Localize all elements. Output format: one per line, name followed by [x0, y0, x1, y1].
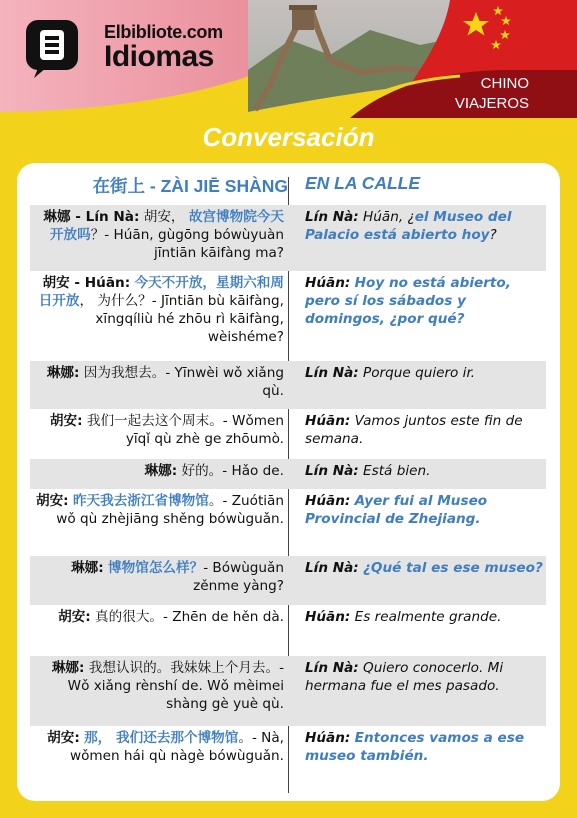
- speaker-label: 琳娜:: [144, 463, 178, 479]
- speaker-label: 琳娜:: [71, 560, 104, 576]
- dialogue-text: Está bien.: [358, 463, 431, 479]
- speaker-label: Húān:: [305, 609, 351, 625]
- dialogue-text: Es realmente grande.: [350, 609, 502, 625]
- chinese-line: [30, 364, 284, 400]
- dialogue-row: [30, 409, 546, 459]
- dialogue-text: 因为我想去。- Yīnwèi wǒ xiǎng qù.: [79, 365, 284, 399]
- highlighted-text: 昨天我去浙江省博物馆: [72, 493, 209, 509]
- chinese-line: [30, 412, 284, 448]
- spanish-line: [305, 208, 545, 244]
- speaker-label: 胡安:: [49, 413, 83, 429]
- dialogue-row: [30, 726, 546, 796]
- chinese-column-heading: 在街上 - ZÀI JIĒ SHÀNG: [92, 176, 288, 196]
- conversation-card: [17, 163, 560, 801]
- highlighted-text: 今天不开放，星期六和周日开放: [38, 275, 284, 309]
- spanish-line: [305, 364, 545, 382]
- highlighted-text: ¿Qué tal es ese museo?: [363, 560, 543, 576]
- dialogue-row: [30, 489, 546, 556]
- speaker-label: 胡安 - Húān:: [42, 275, 131, 291]
- spanish-line: [305, 462, 545, 480]
- spanish-line: [305, 659, 545, 695]
- chinese-line: [30, 559, 284, 595]
- language-tag: CHINO: [480, 75, 529, 92]
- highlighted-text: el Museo del Palacio está abierto hoy: [305, 209, 512, 243]
- highlighted-text: 故宫博物院今天开放吗: [49, 209, 284, 243]
- audience-tag: VIAJEROS: [454, 95, 529, 112]
- speaker-label: Húān:: [305, 413, 351, 429]
- spanish-line: [305, 729, 545, 765]
- highlighted-text: Hoy no está abierto, pero sí los sábados y domingos, ¿por qué?: [305, 275, 511, 327]
- brand-domain: Elbibliote.com: [104, 22, 223, 42]
- dialogue-text: Porque quiero ir.: [358, 365, 476, 381]
- dialogue-text: ?: [489, 227, 497, 243]
- speaker-label: Húān:: [305, 493, 351, 509]
- dialogue-row: [30, 656, 546, 726]
- dialogue-text: 。- Zuótiān wǒ qù zhèjiāng shěng bówùguǎn.: [56, 493, 284, 527]
- dialogue-text: 真的很大。- Zhēn de hěn dà.: [90, 609, 284, 625]
- highlighted-text: 博物馆怎么样？: [108, 560, 204, 576]
- section-title: Conversación: [202, 122, 375, 152]
- dialogue-text: ， 为什么？- Jīntiān bù kāifàng, xīngqíliù hé zhōu rì kāifàng, wèishéme?: [79, 293, 284, 345]
- spanish-line: [305, 412, 545, 448]
- spanish-line: [305, 492, 545, 528]
- highlighted-text: Entonces vamos a ese museo también.: [305, 730, 525, 764]
- brand-logo-icon: [24, 18, 82, 80]
- dialogue-row: [30, 459, 546, 489]
- spanish-column-heading: EN LA CALLE: [305, 173, 421, 193]
- brand-name: Idiomas: [104, 40, 214, 73]
- speaker-label: 胡安:: [58, 609, 91, 625]
- highlighted-text: Ayer fui al Museo Provincial de Zhejiang.: [305, 493, 488, 527]
- speaker-label: Húān:: [305, 730, 351, 746]
- speaker-label: Lín Nà:: [305, 660, 359, 676]
- spanish-line: [305, 559, 545, 577]
- dialogue-text: 胡安，: [139, 209, 189, 225]
- chinese-line: [30, 492, 284, 528]
- chinese-line: [30, 608, 284, 626]
- dialogue-row: [30, 361, 546, 409]
- chinese-line: [30, 659, 284, 713]
- dialogue-row: [30, 205, 546, 271]
- speaker-label: 胡安:: [47, 730, 80, 746]
- highlighted-text: 那， 我们还去那个博物馆: [84, 730, 239, 746]
- speaker-label: Lín Nà:: [305, 365, 359, 381]
- speaker-label: Húān:: [305, 275, 351, 291]
- chinese-line: [30, 274, 284, 346]
- speaker-label: Lín Nà:: [305, 560, 359, 576]
- chinese-line: [30, 462, 284, 480]
- spanish-line: [305, 274, 545, 328]
- dialogue-text: 我想认识的。我妹妹上个月去。- Wǒ xiǎng rènshí de. Wǒ mèimei shàng gè yuè qù.: [67, 660, 284, 712]
- speaker-label: 琳娜 - Lín Nà:: [43, 209, 140, 225]
- speaker-label: 琳娜:: [51, 660, 85, 676]
- speaker-label: Lín Nà:: [305, 209, 359, 225]
- dialogue-text: 。- Nà, wǒmen hái qù nàgè bówùguǎn.: [69, 730, 284, 764]
- dialogue-row: [30, 271, 546, 361]
- dialogue-text: Quiero conocerlo. Mi hermana fue el mes pasado.: [305, 660, 504, 694]
- chinese-line: [30, 729, 284, 765]
- dialogue-text: 我们一起去这个周末。- Wǒmen yīqǐ qù zhè ge zhōumò.: [82, 413, 284, 447]
- dialogue-row: [30, 556, 546, 605]
- dialogue-text: Húān, ¿: [358, 209, 415, 225]
- speaker-label: 胡安:: [35, 493, 69, 509]
- dialogue-text: 好的。- Hǎo de.: [177, 463, 284, 479]
- speaker-label: 琳娜:: [46, 365, 80, 381]
- dialogue-row: [30, 605, 546, 656]
- spanish-line: [305, 608, 545, 626]
- chinese-line: [30, 208, 284, 262]
- speaker-label: Lín Nà:: [305, 463, 359, 479]
- dialogue-text: ？- Húān, gùgōng bówùyuàn jīntiān kāifàng ma?: [90, 227, 284, 261]
- header-banner: [0, 0, 577, 118]
- dialogue-text: Vamos juntos este fin de semana.: [305, 413, 523, 447]
- dialogue-text: - Bówùguǎn zěnme yàng?: [193, 560, 284, 594]
